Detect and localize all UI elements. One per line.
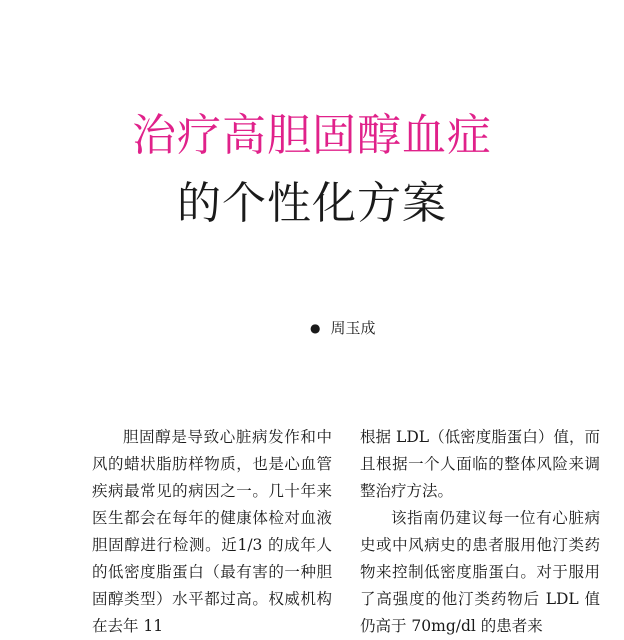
- paragraph: 根据 LDL（低密度脂蛋白）值，而且根据一个人面临的整体风险来调整治疗方法。: [360, 428, 600, 500]
- author-byline: [310, 318, 376, 338]
- body-column-right: [360, 424, 600, 640]
- paragraph: 胆固醇是导致心脏病发作和中风的蜡状脂肪样物质，也是心血管疾病最常见的病因之一。几十年来医生都会在每年的健康体检对血液胆固醇进行检测。近1/3 的成年人的低密度脂蛋白（最有害的一种胆固醇类型）水平都过高。权威机构在去年 11: [92, 428, 332, 635]
- bullet-icon: ●: [310, 321, 321, 335]
- article-title-line-1: 治疗高胆固醇血症: [132, 110, 492, 161]
- body-column-left: [92, 424, 332, 640]
- author-name: 周玉成: [330, 319, 376, 337]
- article-title-line-2: 的个性化方案: [177, 178, 447, 229]
- paragraph: 该指南仍建议每一位有心脏病史或中风病史的患者服用他汀类药物来控制低密度脂蛋白。对于服用了高强度的他汀类药物后 LDL 值仍高于 70mg/dl 的患者来: [360, 509, 600, 635]
